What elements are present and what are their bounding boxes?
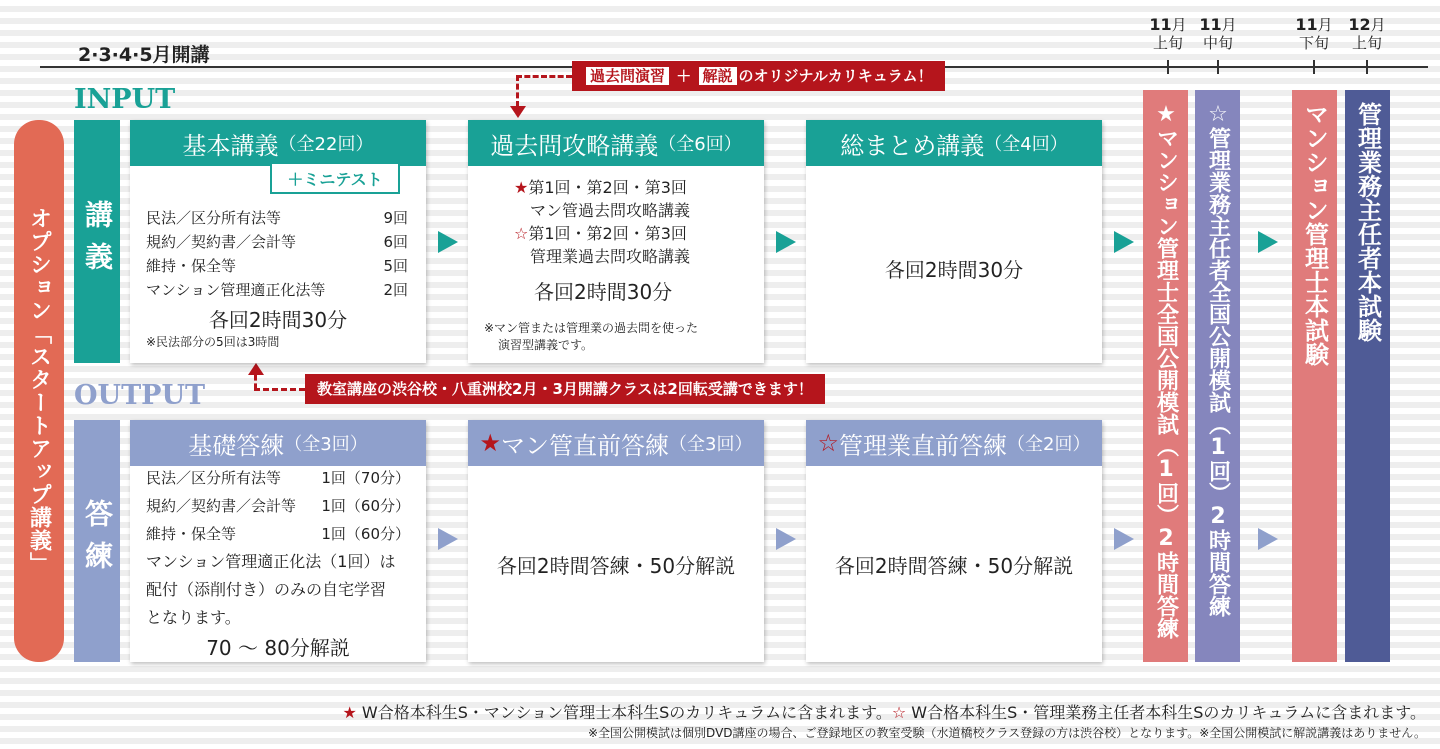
column-label: ★マンション管理士全国公開模試（1回）2時間答練 [1153,102,1179,639]
box-count: （全3回） [284,434,368,455]
repeat-note: 教室講座の渋谷校・八重洲校2月・3月開講クラスは2回転受講できます！ [305,374,825,404]
list-item: 規約／契約書／会計等 6回 [146,233,408,251]
arrow-right-icon [438,231,458,253]
curriculum-note [572,61,945,91]
basic-practice-header [130,420,426,466]
kanri-mock-exam-column [1195,90,1240,662]
list-item: マンション管理適正化法（1回）は [146,552,396,571]
tab-practice-label: 答練 [81,499,114,583]
arrow-right-icon [776,528,796,550]
summary-lecture-box [806,120,1102,363]
footer-text: W合格本科生S・マンション管理士本科生Sのカリキュラムに含まれます。 [361,703,892,722]
star-filled-icon: ★ [479,429,502,457]
box-count: （全3回） [669,434,753,455]
option-startup-lecture [14,120,64,662]
box-count: （全22回） [278,134,374,155]
note-text: のオリジナルカリキュラム！ [738,67,933,85]
connector-line [516,75,519,107]
duration: 各回2時間答練・50分解説 [834,554,1074,578]
star-filled-icon: ★ [514,178,529,197]
footer-legend [342,700,1426,723]
option-label: オプション「スタートアップ講義」 [26,207,52,575]
note-plus: ＋ [676,67,692,85]
box-title: 基礎答練 [188,431,285,460]
arrow-right-icon [438,528,458,550]
duration: 各回2時間30分 [884,258,1024,282]
arrow-right-icon [1258,231,1278,253]
connector-line [516,75,572,78]
mankan-final-practice-box [468,420,764,662]
arrow-up-icon [248,363,264,375]
list-item: 民法／区分所有法等 1回（70分） [146,469,410,487]
basic-practice-list [146,464,410,632]
connector-line [254,388,305,391]
star-outline-icon: ☆ [891,703,907,722]
box-title: マン管直前答練 [501,431,670,460]
past-exam-lecture-box [468,120,764,363]
list-item: となります。 [146,608,241,627]
list-item: 配付（添削付き）のみの自宅学習 [146,580,387,599]
kanri-exam-column [1345,90,1390,662]
month-label: 11月 中旬 [1199,15,1237,52]
box-title: 基本講義 [182,131,279,160]
output-label: OUTPUT [74,380,206,411]
box-count: （全2回） [1007,434,1091,455]
mankan-mock-exam-column [1143,90,1188,662]
list-item: ☆第1回・第2回・第3回 [514,224,687,243]
input-label: INPUT [74,84,176,115]
list-item: マンション管理適正化法等 2回 [146,281,408,299]
mankan-final-practice-header [468,420,764,466]
summary-lecture-header [806,120,1102,166]
note-tag-past-exam: 過去問演習 [586,67,669,85]
tab-practice [74,420,120,662]
list-item: 規約／契約書／会計等 1回（60分） [146,497,410,515]
basic-lecture-header [130,120,426,166]
arrow-right-icon [776,231,796,253]
box-title: 過去問攻略講義 [490,131,659,160]
footnote: ※マン管または管理業の過去問を使った 演習型講義です。 [484,321,699,352]
list-item: 維持・保全等 1回（60分） [146,525,410,543]
tab-lecture [74,120,120,363]
note-tag-explanation: 解説 [699,67,737,85]
footer-note: ※全国公開模試は個別DVD講座の場合、ご登録地区の教室受験（水道橋校クラス登録の方は渋谷校）となります。※全国公開模試に解説講義はありません。 [588,726,1426,740]
arrow-right-icon [1258,528,1278,550]
connector-line [254,375,257,389]
past-exam-lecture-list [514,176,754,268]
timeline-tick [1313,60,1315,74]
duration: 各回2時間30分 [208,308,348,332]
list-item: 管理業過去問攻略講義 [530,247,691,266]
star-outline-icon: ☆ [817,429,840,457]
arrow-right-icon [1114,528,1134,550]
box-count: （全6回） [658,134,742,155]
month-label: 12月 上旬 [1348,15,1386,52]
list-item: マン管過去問攻略講義 [530,201,691,220]
basic-practice-box [130,420,426,662]
arrow-down-icon [510,106,526,118]
month-label: 11月 下旬 [1295,15,1333,52]
box-title: 管理業直前答練 [839,431,1008,460]
column-label: 管理業務主任者本試験 [1353,102,1382,342]
basic-lecture-list [146,206,408,302]
timeline-tick [1366,60,1368,74]
tab-lecture-label: 講義 [81,199,114,284]
arrow-right-icon [1114,231,1134,253]
kanri-final-practice-header [806,420,1102,466]
list-item: 民法／区分所有法等 9回 [146,209,408,227]
mini-test-badge: ＋ミニテスト [270,162,400,194]
column-label: ☆管理業務主任者全国公開模試（1回）2時間答練 [1205,102,1231,617]
duration: 各回2時間30分 [534,280,673,304]
timeline-tick [1167,60,1169,74]
past-exam-lecture-header [468,120,764,166]
footnote: ※民法部分の5回は3時間 [146,335,280,349]
star-filled-icon: ★ [342,703,357,722]
box-count: （全4回） [984,134,1068,155]
timeline-title: 2·3·4·5月開講 [78,44,210,66]
timeline-tick [1217,60,1219,74]
duration: 70 〜 80分解説 [206,636,350,660]
star-outline-icon: ☆ [514,224,529,243]
mankan-exam-column [1292,90,1337,662]
list-item: ★第1回・第2回・第3回 [514,178,687,197]
kanri-final-practice-box [806,420,1102,662]
basic-lecture-box [130,120,426,363]
footer-text: W合格本科生S・管理業務主任者本科生Sのカリキュラムに含まれます。 [911,703,1426,722]
column-label: マンション管理士本試験 [1300,102,1329,366]
duration: 各回2時間答練・50分解説 [496,554,736,578]
box-title: 総まとめ講義 [840,131,985,160]
list-item: 維持・保全等 5回 [146,257,408,275]
month-label: 11月 上旬 [1149,15,1187,52]
